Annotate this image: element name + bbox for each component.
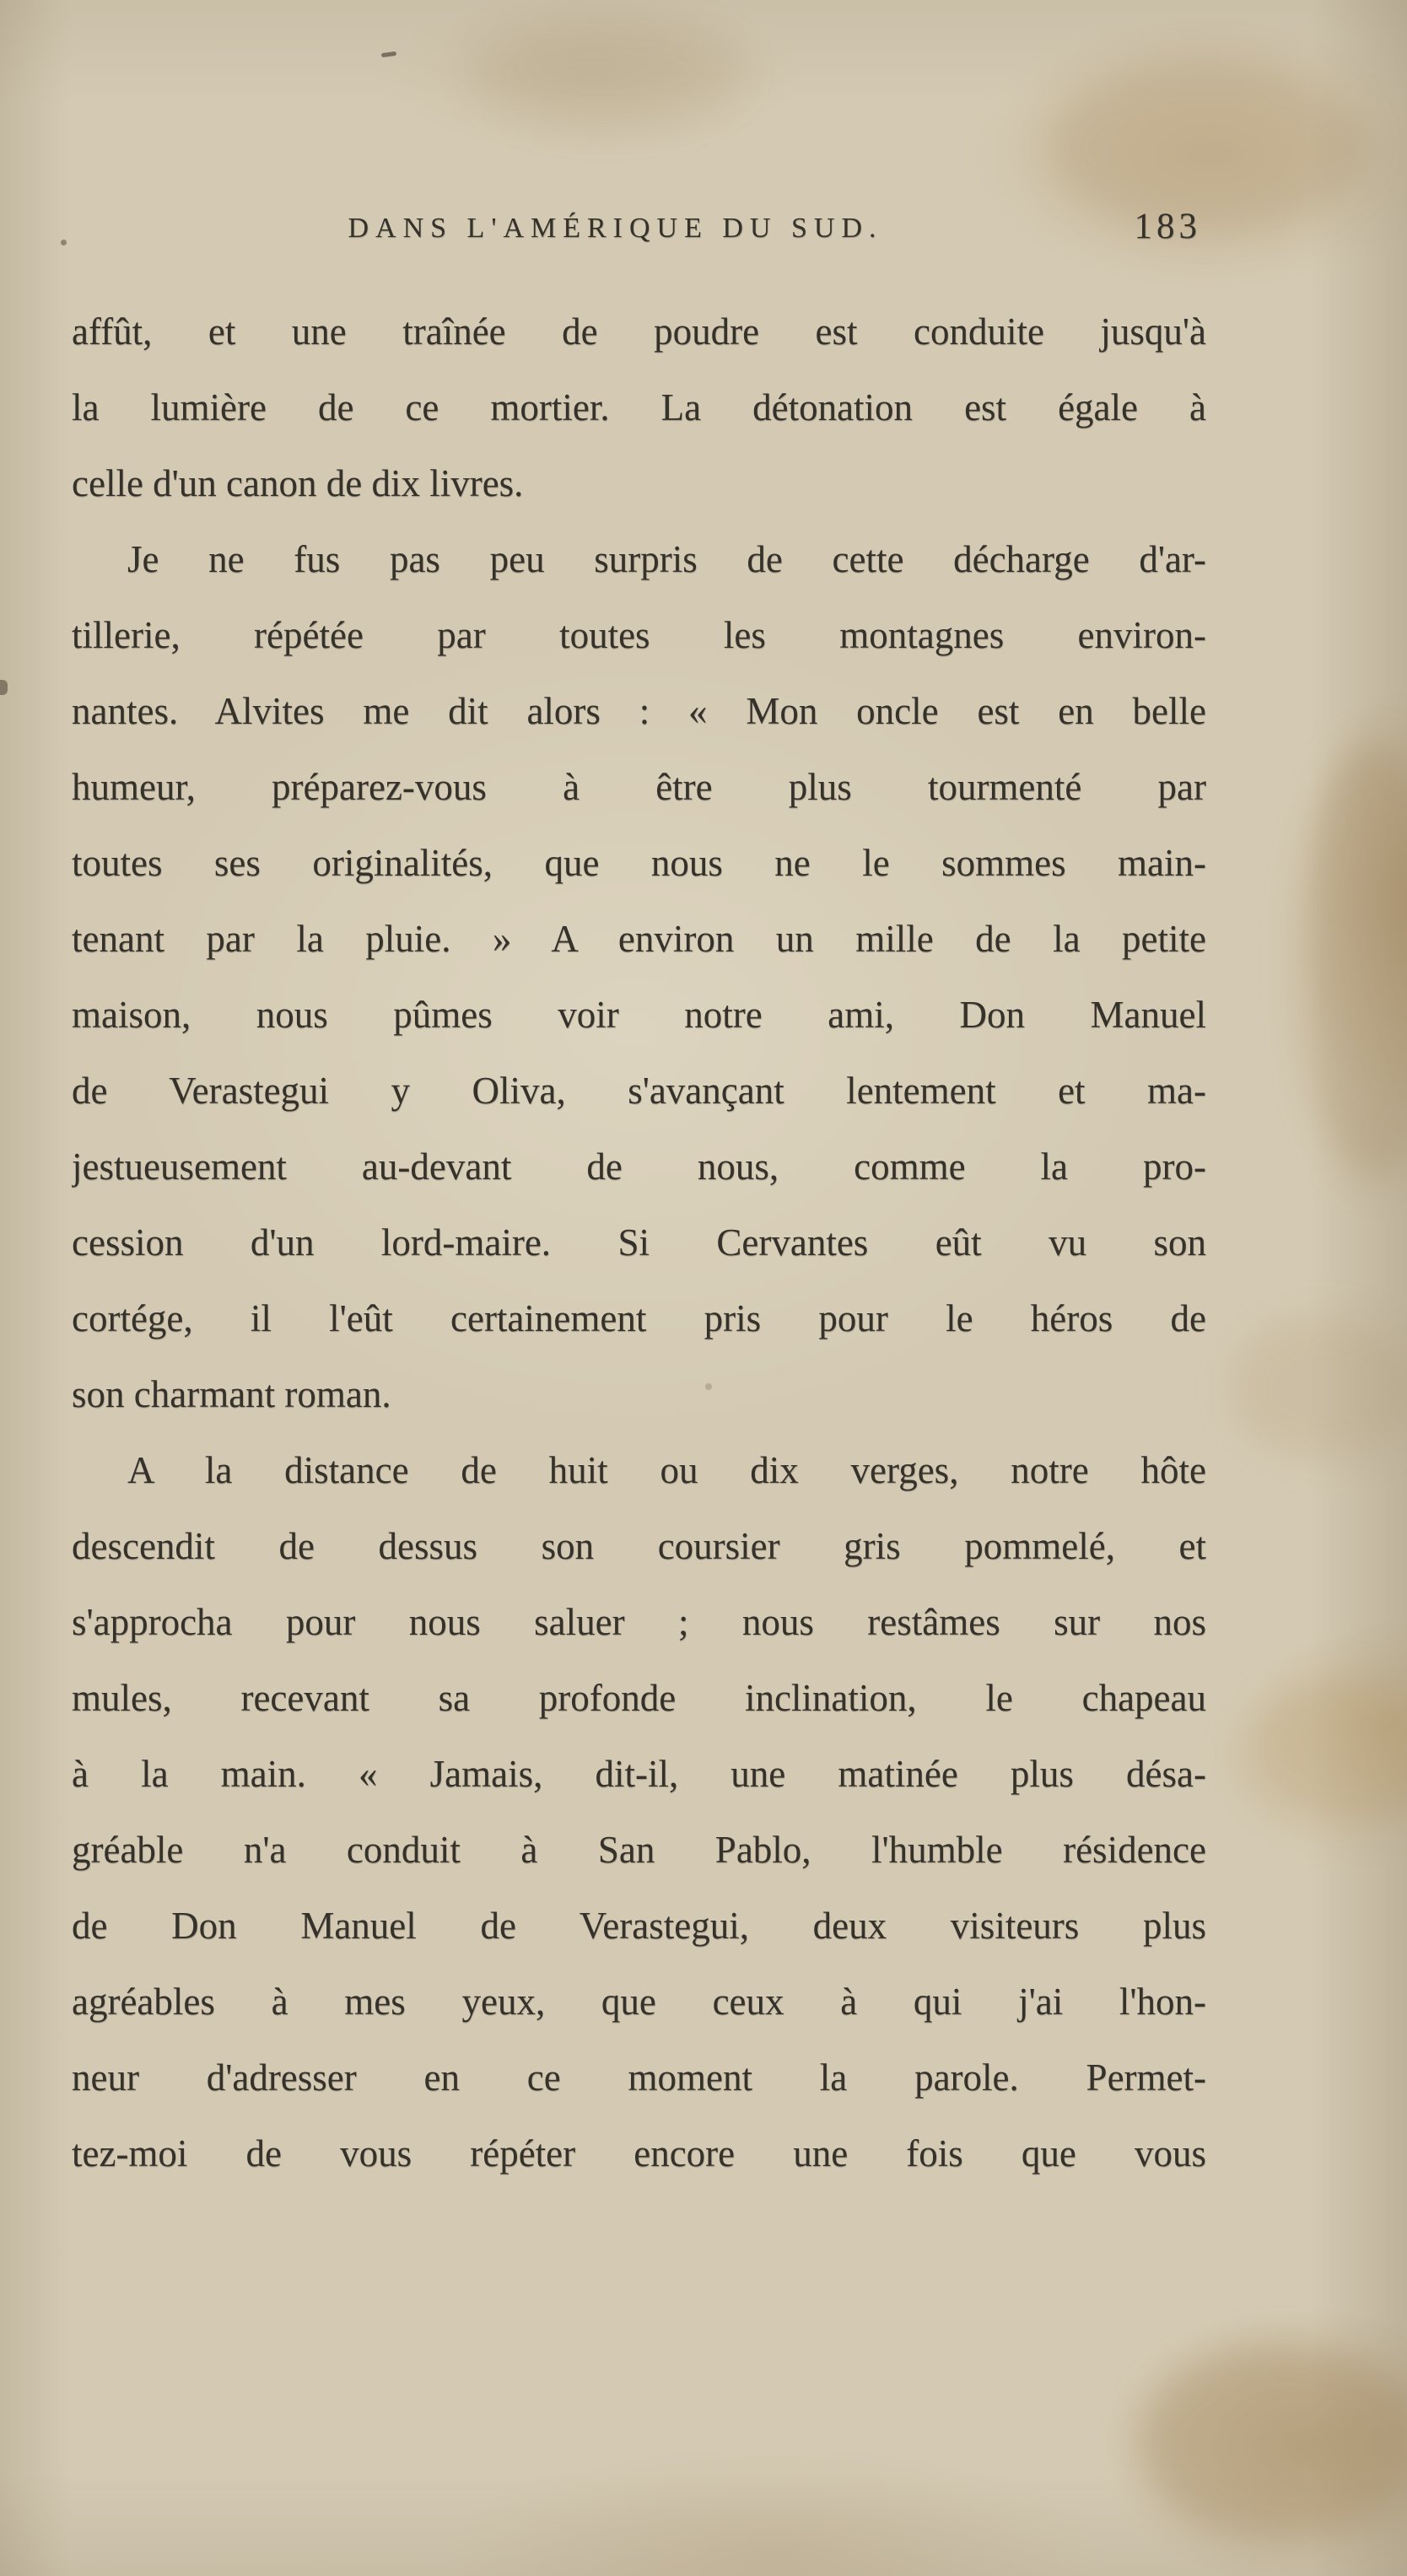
text-line: cession d'un lord-maire. Si Cervantes eût vu son [72,1221,1206,1264]
paper-stain [1232,1316,1407,1459]
paper-stain [1299,742,1407,1181]
text-line: mules, recevant sa profonde inclination, le chapeau [72,1677,1206,1719]
text-line: de Verastegui y Oliva, s'avançant lentement et ma- [72,1070,1206,1112]
text-line: tez-moi de vous répéter encore une fois que vous [72,2132,1206,2175]
text-line: tenant par la pluie. » A environ un mille de la petite [72,918,1206,960]
text-line: son charmant roman. [72,1373,391,1415]
text-line: toutes ses originalités, que nous ne le sommes main- [72,842,1206,884]
text-line: à la main. « Jamais, dit-il, une matinée plus désa- [72,1753,1206,1795]
paper-speck [0,680,8,695]
text-line: jestueusement au-devant de nous, comme la pro- [72,1145,1206,1188]
text-line: nantes. Alvites me dit alors : « Mon oncle est en belle [72,690,1206,732]
text-line: Je ne fus pas peu surpris de cette décharge d'ar- [127,538,1206,580]
text-line: gréable n'a conduit à San Pablo, l'humble résidence [72,1829,1206,1871]
text-line: agréables à mes yeux, que ceux à qui j'ai l'hon- [72,1981,1206,2023]
text-line: s'approcha pour nous saluer ; nous restâmes sur nos [72,1601,1206,1643]
paper-speck [381,51,397,57]
paper-stain [1240,1679,1407,1830]
paper-stain [1139,2345,1407,2539]
text-line: celle d'un canon de dix livres. [72,462,524,504]
paper-stain [472,17,742,127]
running-header-title: DANS L'AMÉRIQUE DU SUD. [348,213,883,244]
text-line: affût, et une traînée de poudre est conduite jusqu'à [72,310,1206,353]
paper-stain [1046,59,1367,236]
text-line: A la distance de huit ou dix verges, notre hôte [127,1449,1206,1491]
text-line: de Don Manuel de Verastegui, deux visiteurs plus [72,1905,1206,1947]
text-line: descendit de dessus son coursier gris pommelé, et [72,1525,1206,1567]
text-line: la lumière de ce mortier. La détonation est égale à [72,386,1206,428]
page-text [72,294,1206,2191]
page-header [72,207,1206,263]
text-line: tillerie, répétée par toutes les montagnes environ- [72,614,1206,656]
page-number: 183 [1134,207,1201,246]
text-line: neur d'adresser en ce moment la parole. Permet- [72,2056,1206,2099]
text-line: humeur, préparez-vous à être plus tourmenté par [72,766,1206,808]
text-line: cortége, il l'eût certainement pris pour le héros de [72,1297,1206,1339]
text-line: maison, nous pûmes voir notre ami, Don Manuel [72,994,1206,1036]
